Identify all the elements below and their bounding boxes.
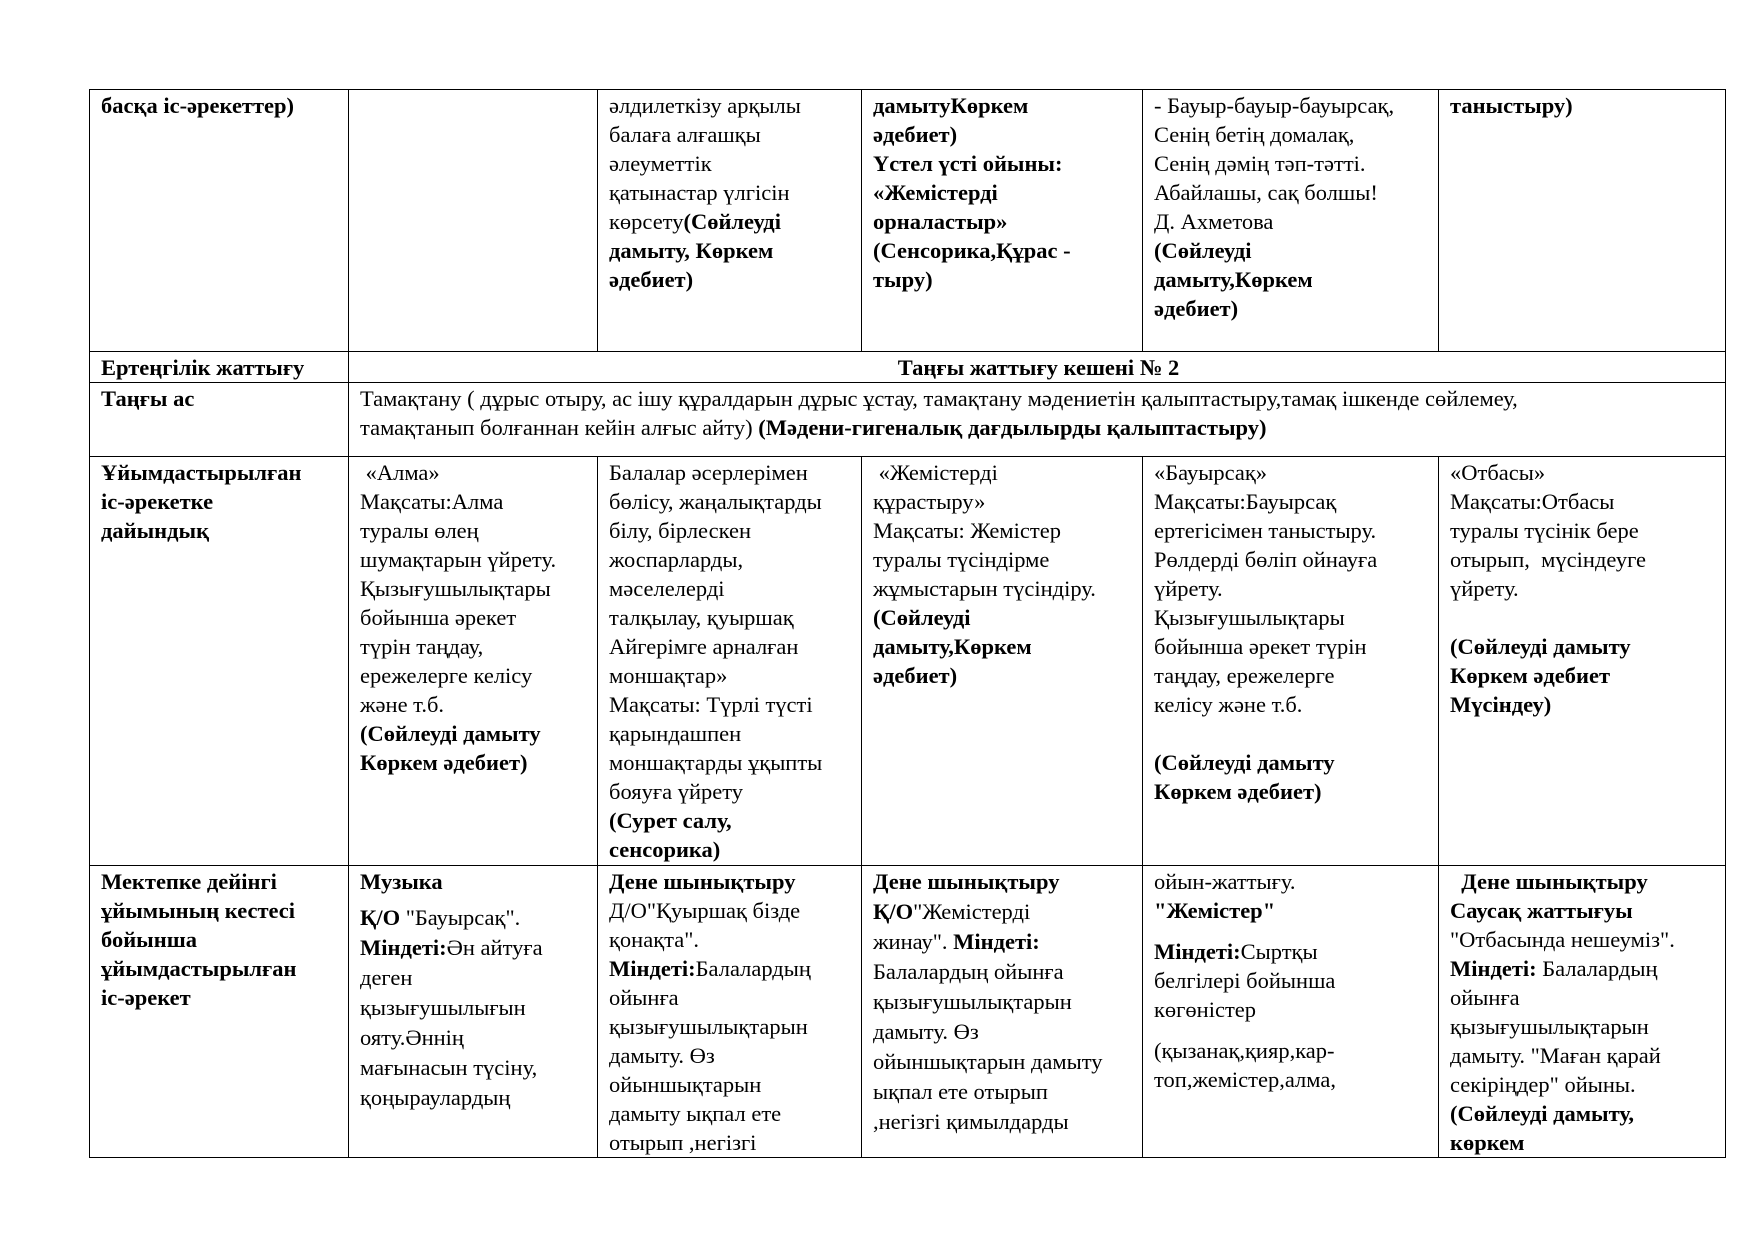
game-name: "Бауырсақ".: [400, 905, 521, 930]
cell-line: топ,жемістер,алма,: [1154, 1067, 1336, 1092]
game-line: қонақта".: [609, 927, 700, 952]
cell-line: ояту.Әннің: [360, 1025, 464, 1050]
cell-line: мағынасын түсіну,: [360, 1055, 538, 1080]
cell-friday: [1439, 457, 1726, 866]
cell-line-bold: Көркем әдебиет): [1154, 779, 1322, 804]
cell-line-bold: «Жемістерді: [873, 180, 998, 205]
breakfast-line: Тамақтану ( дұрыс отыру, ас ішу құралдарын дұрыс ұстау, тамақтану мәдениетін қалыптастыру,тамақ ішкенде сөйлемеу,: [360, 386, 1518, 411]
poem-line: - Бауыр-бауыр-бауырсақ,: [1154, 93, 1395, 118]
breakfast-line-mixed: [360, 413, 1717, 442]
cell-line: таңдау, ережелерге: [1154, 663, 1335, 688]
cell-text-bold: (Сөйлеуді: [683, 209, 781, 234]
cell-line: деген: [360, 965, 413, 990]
cell-line: ойынға: [1450, 985, 1520, 1010]
cell-line-bold: Көркем әдебиет: [1450, 663, 1611, 688]
poem-line: Сенің бетің домалақ,: [1154, 122, 1355, 147]
task-line: [1450, 954, 1717, 983]
row-label-line: Мектепке дейінгі: [101, 869, 277, 894]
game-line: [360, 903, 589, 933]
cell-line: қызығушылықтарын: [873, 989, 1072, 1014]
cell-line: мәселелерді: [609, 576, 725, 601]
task-line: [1154, 937, 1430, 966]
cell-line: моншақтарды ұқыпты: [609, 750, 823, 775]
cell-line-bold: (Сурет салу,: [609, 808, 732, 833]
cell-line: ойынға: [609, 985, 679, 1010]
activity-title: Дене шынықтыру: [609, 869, 796, 894]
cell-line: отырып ,негізгі: [609, 1130, 757, 1155]
cell-line: Қызығушылықтары: [360, 576, 551, 601]
row-label-text: Ертеңгілік жаттығу: [101, 355, 305, 380]
poem-author: Д. Ахметова: [1154, 209, 1274, 234]
cell-line-bold: (Сөйлеуді дамыту: [360, 721, 541, 746]
cell-line-bold: орналастыр»: [873, 209, 1008, 234]
table-row-morning-exercise: [90, 352, 1726, 383]
row-label-line: ұйымының кестесі: [101, 898, 295, 923]
cell-line-bold: (Сенсорика,Құрас -: [873, 238, 1071, 263]
cell-line: жоспарларды,: [609, 547, 744, 572]
morning-exercise-value: [349, 352, 1726, 383]
breakfast-text-bold: (Мәдени-гигеналық дағдылырды қалыптастыру): [758, 415, 1267, 440]
cell-line: құрастыру»: [873, 489, 986, 514]
cell-tuesday: [598, 457, 862, 866]
cell-friday: [1439, 866, 1726, 1158]
cell-line-bold: әдебиет): [1154, 296, 1239, 321]
spacer: [1154, 925, 1430, 937]
cell-line-bold: Көркем әдебиет): [360, 750, 528, 775]
game-name: "Жемістерді: [913, 899, 1031, 924]
cell-line: әлдилеткізу арқылы: [609, 93, 801, 118]
cell-line: ,негізгі қимылдарды: [873, 1109, 1069, 1134]
cell-line: талқылау, қуыршақ: [609, 605, 794, 630]
cell-line: үйрету.: [1154, 576, 1223, 601]
row-label-breakfast: [90, 383, 349, 457]
cell-line: бойынша әрекет түрін: [1154, 634, 1367, 659]
game-line: Д/О"Қуыршақ бізде: [609, 898, 801, 923]
cell-line-bold: әдебиет): [873, 122, 958, 147]
cell-line: Айгерімге арналған: [609, 634, 799, 659]
cell-tuesday: [598, 90, 862, 352]
poem-line: Сенің дәмің тәп-тәтті.: [1154, 151, 1366, 176]
cell-line: дамыту. "Маған қарай: [1450, 1043, 1661, 1068]
cell-line: бойынша әрекет: [360, 605, 517, 630]
cell-line-bold: таныстыру): [1450, 93, 1573, 118]
activity-title: Дене шынықтыру: [873, 869, 1060, 894]
task-line: [609, 954, 853, 983]
task-text: Ән айтуға: [446, 935, 543, 960]
cell-line: бөлісу, жаңалықтарды: [609, 489, 822, 514]
cell-line-bold: (Сөйлеуді: [1154, 238, 1252, 263]
cell-line: Мақсаты:Алма: [360, 489, 504, 514]
cell-line: Балалар әсерлерімен: [609, 460, 808, 485]
cell-line: үйрету.: [1450, 576, 1519, 601]
cell-line: Мақсаты:Бауырсақ: [1154, 489, 1337, 514]
cell-line: білу, бірлескен: [609, 518, 751, 543]
game-name: "Жемістер": [1154, 898, 1276, 923]
cell-wednesday: [862, 866, 1143, 1158]
cell-line: бояуға үйрету: [609, 779, 744, 804]
cell-wednesday: [862, 90, 1143, 352]
cell-line: келісу және т.б.: [1154, 692, 1303, 717]
task-label: Міндеті:: [1450, 956, 1537, 981]
spacer: [1154, 1024, 1430, 1036]
cell-line: көгөністер: [1154, 997, 1257, 1022]
row-label-text: басқа іс-әрекеттер): [101, 93, 295, 118]
cell-line-bold: дамыту,Көркем: [873, 634, 1032, 659]
cell-line: ойыншықтарын: [609, 1072, 762, 1097]
cell-line: «Жемістерді: [873, 460, 998, 485]
cell-line-bold: әдебиет): [609, 267, 694, 292]
blank-line: [1450, 603, 1717, 632]
cell-line: ережелерге келісу: [360, 663, 533, 688]
cell-thursday: [1143, 866, 1439, 1158]
cell-line: шумақтарын үйрету.: [360, 547, 557, 572]
task-label: Міндеті:: [609, 956, 696, 981]
row-label-morning-exercise: [90, 352, 349, 383]
task-line: [360, 933, 589, 963]
cell-line: «Бауырсақ»: [1154, 460, 1268, 485]
cell-line: қызығушылықтарын: [609, 1014, 808, 1039]
activity-title: Дене шынықтыру: [1450, 869, 1648, 894]
cell-line: ертегісімен таныстыру.: [1154, 518, 1377, 543]
cell-line: және т.б.: [360, 692, 445, 717]
cell-line: қызығушылықтарын: [1450, 1014, 1649, 1039]
activity-title: Музыка: [360, 869, 443, 894]
activity-subtitle: Саусақ жаттығуы: [1450, 898, 1633, 923]
game-type: Қ/О: [873, 899, 914, 924]
cell-line: туралы түсінік бере: [1450, 518, 1639, 543]
cell-line: балаға алғашқы: [609, 122, 761, 147]
row-label-schedule: [90, 866, 349, 1158]
blank-line: [1154, 719, 1430, 748]
cell-line: Мақсаты: Түрлі түсті: [609, 692, 813, 717]
breakfast-text: тамақтанып болғаннан кейін алғыс айту): [360, 415, 759, 440]
cell-line: туралы өлең: [360, 518, 479, 543]
cell-line-bold: (Сөйлеуді дамыту: [1154, 750, 1335, 775]
cell-line-bold: дамыту,Көркем: [1154, 267, 1313, 292]
cell-wednesday: [862, 457, 1143, 866]
cell-line: жұмыстарын түсіндіру.: [873, 576, 1096, 601]
cell-line: Балалардың ойынға: [873, 959, 1064, 984]
cell-line: «Отбасы»: [1450, 460, 1546, 485]
cell-text: көрсету: [609, 209, 684, 234]
row-label-line: іс-әрекетке: [101, 489, 214, 514]
cell-line-bold: (Сөйлеуді дамыту: [1450, 634, 1631, 659]
row-label-line: ұйымдастырылған: [101, 956, 297, 981]
task-label: Міндеті:: [953, 929, 1040, 954]
task-text: Балалардың: [695, 956, 811, 981]
cell-line: секіріңдер" ойыны.: [1450, 1072, 1636, 1097]
cell-line: дамыту ықпал ете: [609, 1101, 782, 1126]
row-label-line: бойынша: [101, 927, 197, 952]
cell-line-bold: тыру): [873, 267, 933, 292]
game-line: [873, 897, 1134, 927]
row-label-line: іс-әрекет: [101, 985, 191, 1010]
cell-line: «Алма»: [360, 460, 440, 485]
cell-line: әлеуметтік: [609, 151, 712, 176]
row-label-text: Таңғы ас: [101, 386, 195, 411]
cell-line: Рөлдерді бөліп ойнауға: [1154, 547, 1378, 572]
cell-thursday: [1143, 90, 1439, 352]
row-label-line: Ұйымдастырылған: [101, 460, 302, 485]
row-label-other-activities: [90, 90, 349, 352]
row-label-line: дайындық: [101, 518, 210, 543]
cell-thursday: [1143, 457, 1439, 866]
cell-line: отырып, мүсіндеуге: [1450, 547, 1646, 572]
cell-line: Қызығушылықтары: [1154, 605, 1345, 630]
cell-line: дамыту. Өз: [609, 1043, 715, 1068]
cell-line-bold: Үстел үсті ойыны:: [873, 151, 1063, 176]
weekly-plan-table: [89, 89, 1726, 1158]
cell-line: моншақтар»: [609, 663, 728, 688]
task-label: Міндеті:: [360, 935, 447, 960]
cell-tuesday: [598, 866, 862, 1158]
task-text: Балалардың: [1536, 956, 1658, 981]
cell-line-mixed: [609, 207, 853, 236]
cell-line: Мақсаты:Отбасы: [1450, 489, 1615, 514]
exercise-complex-text: Таңғы жаттығу кешені № 2: [897, 355, 1180, 380]
cell-line: (қызанақ,қияр,кар-: [1154, 1038, 1335, 1063]
cell-friday: [1439, 90, 1726, 352]
cell-line-bold: әдебиет): [873, 663, 958, 688]
cell-line: қоңыраулардың: [360, 1085, 511, 1110]
cell-monday: [349, 457, 598, 866]
cell-line: туралы түсіндірме: [873, 547, 1050, 572]
poem-line: Абайлашы, сақ болшы!: [1154, 180, 1378, 205]
task-text: Сыртқы: [1240, 939, 1318, 964]
game-name-end: жинау".: [873, 929, 954, 954]
cell-line: түрін таңдау,: [360, 634, 484, 659]
cell-line: белгілері бойынша: [1154, 968, 1336, 993]
game-line: "Отбасында нешеуміз".: [1450, 927, 1675, 952]
task-line: [873, 927, 1134, 957]
table-row-schedule: [90, 866, 1726, 1158]
row-label-preparation: [90, 457, 349, 866]
cell-line-bold: дамытуКөркем: [873, 93, 1029, 118]
cell-line: қызығушылығын: [360, 995, 526, 1020]
game-type: Қ/О: [360, 905, 401, 930]
cell-line: қатынастар үлгісін: [609, 180, 790, 205]
table-row-preparation: [90, 457, 1726, 866]
cell-line-bold: көркем: [1450, 1130, 1525, 1155]
cell-monday: [349, 866, 598, 1158]
breakfast-value: [349, 383, 1726, 457]
cell-line: ойыншықтарын дамыту: [873, 1049, 1103, 1074]
cell-line: дамыту. Өз: [873, 1019, 979, 1044]
cell-line-bold: Мүсіндеу): [1450, 692, 1552, 717]
cell-line-bold: (Сөйлеуді дамыту,: [1450, 1101, 1634, 1126]
task-label: Міндеті:: [1154, 939, 1241, 964]
cell-line: қарындашпен: [609, 721, 742, 746]
cell-line-bold: (Сөйлеуді: [873, 605, 971, 630]
table-row-other-activities: [90, 90, 1726, 352]
cell-line: ойын-жаттығу.: [1154, 869, 1296, 894]
cell-line-bold: дамыту, Көркем: [609, 238, 774, 263]
cell-line: ықпал ете отырып: [873, 1079, 1048, 1104]
table-row-breakfast: [90, 383, 1726, 457]
cell-line: Мақсаты: Жемістер: [873, 518, 1061, 543]
cell-line-bold: сенсорика): [609, 837, 721, 862]
cell-monday: [349, 90, 598, 352]
